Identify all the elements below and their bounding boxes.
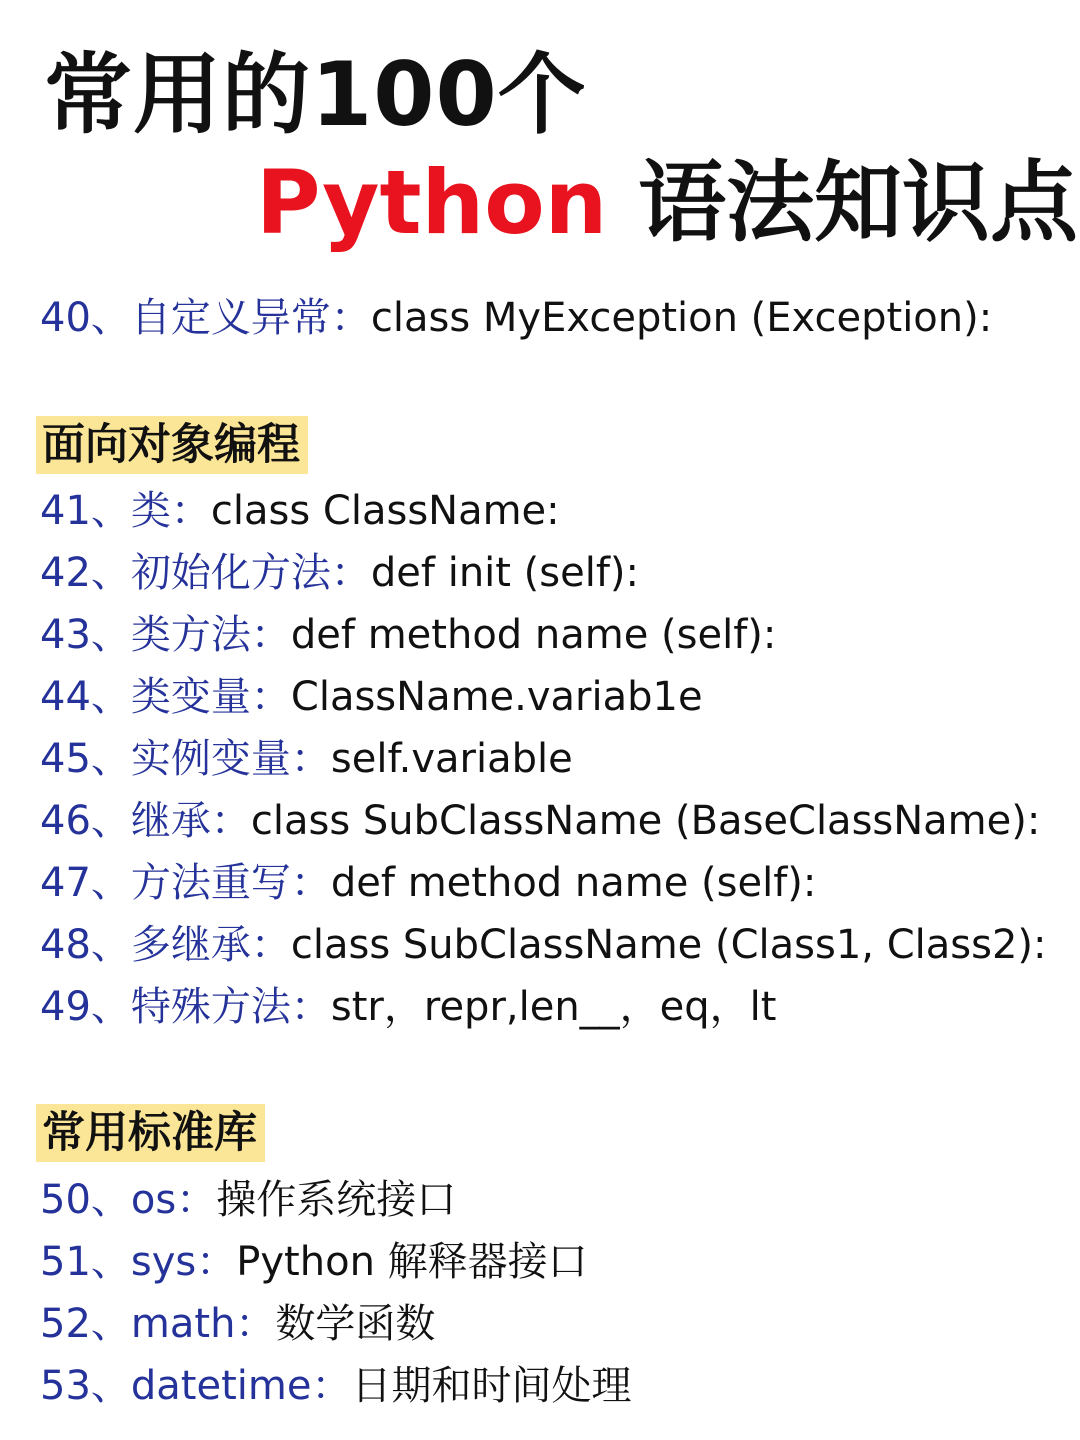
item-number: 41、 <box>40 488 131 534</box>
item-value: class SubClassName (BaseClassName): <box>250 798 1041 844</box>
item-number: 43、 <box>40 612 131 658</box>
item-label: 实例变量： <box>130 736 331 782</box>
item-label: 初始化方法： <box>130 550 371 596</box>
list-item-40 <box>40 290 992 346</box>
item-label: 自定义异常： <box>130 295 371 341</box>
item-label: 多继承： <box>130 922 291 968</box>
item-number: 50、 <box>40 1177 131 1223</box>
section-heading-oop: 面向对象编程 <box>36 416 308 474</box>
item-value: ClassName.variab1e <box>290 674 703 720</box>
item-value: self.variable <box>330 736 573 782</box>
item-number: 48、 <box>40 922 131 968</box>
item-label: datetime： <box>130 1363 352 1409</box>
list-item <box>40 607 776 663</box>
item-value: str，repr,len__，eq，lt <box>330 984 777 1030</box>
item-value: 数学函数 <box>275 1301 436 1347</box>
item-number: 46、 <box>40 798 131 844</box>
list-item <box>40 979 776 1035</box>
list-item <box>40 917 1047 973</box>
item-value: def method name (self): <box>290 612 777 658</box>
item-number: 49、 <box>40 984 131 1030</box>
item-label: os： <box>130 1177 217 1223</box>
item-number: 53、 <box>40 1363 131 1409</box>
item-value: def init (self): <box>370 550 640 596</box>
list-item <box>40 855 816 911</box>
item-number: 51、 <box>40 1239 131 1285</box>
item-label: 类： <box>130 488 211 534</box>
item-value: def method name (self): <box>330 860 817 906</box>
item-value: class MyException (Exception): <box>370 295 993 341</box>
item-value: class ClassName: <box>210 488 560 534</box>
title-python-highlight: Python <box>256 151 608 254</box>
list-item <box>40 545 639 601</box>
item-value: Python 解释器接口 <box>236 1239 588 1285</box>
title-rest: 语法知识点 <box>607 151 1078 254</box>
list-item <box>40 669 703 725</box>
item-label: 方法重写： <box>130 860 331 906</box>
page-title-line2 <box>256 148 1078 258</box>
item-number: 47、 <box>40 860 131 906</box>
list-item <box>40 1358 631 1414</box>
list-item <box>40 483 560 539</box>
item-value: 日期和时间处理 <box>351 1363 632 1409</box>
item-value: 操作系统接口 <box>216 1177 457 1223</box>
item-number: 52、 <box>40 1301 131 1347</box>
list-item <box>40 731 573 787</box>
item-label: 继承： <box>130 798 251 844</box>
page-title-line1: 常用的100个 <box>44 43 587 146</box>
item-value: class SubClassName (Class1, Class2): <box>290 922 1047 968</box>
list-item <box>40 1296 435 1352</box>
item-number: 45、 <box>40 736 131 782</box>
item-label: math： <box>130 1301 276 1347</box>
item-label: 类方法： <box>130 612 291 658</box>
item-number: 40、 <box>40 295 131 341</box>
list-item <box>40 793 1040 849</box>
item-number: 42、 <box>40 550 131 596</box>
item-label: sys： <box>130 1239 237 1285</box>
list-item <box>40 1172 456 1228</box>
item-label: 类变量： <box>130 674 291 720</box>
list-item <box>40 1234 588 1290</box>
item-number: 44、 <box>40 674 131 720</box>
item-label: 特殊方法： <box>130 984 331 1030</box>
section-heading-stdlib: 常用标准库 <box>36 1104 265 1162</box>
